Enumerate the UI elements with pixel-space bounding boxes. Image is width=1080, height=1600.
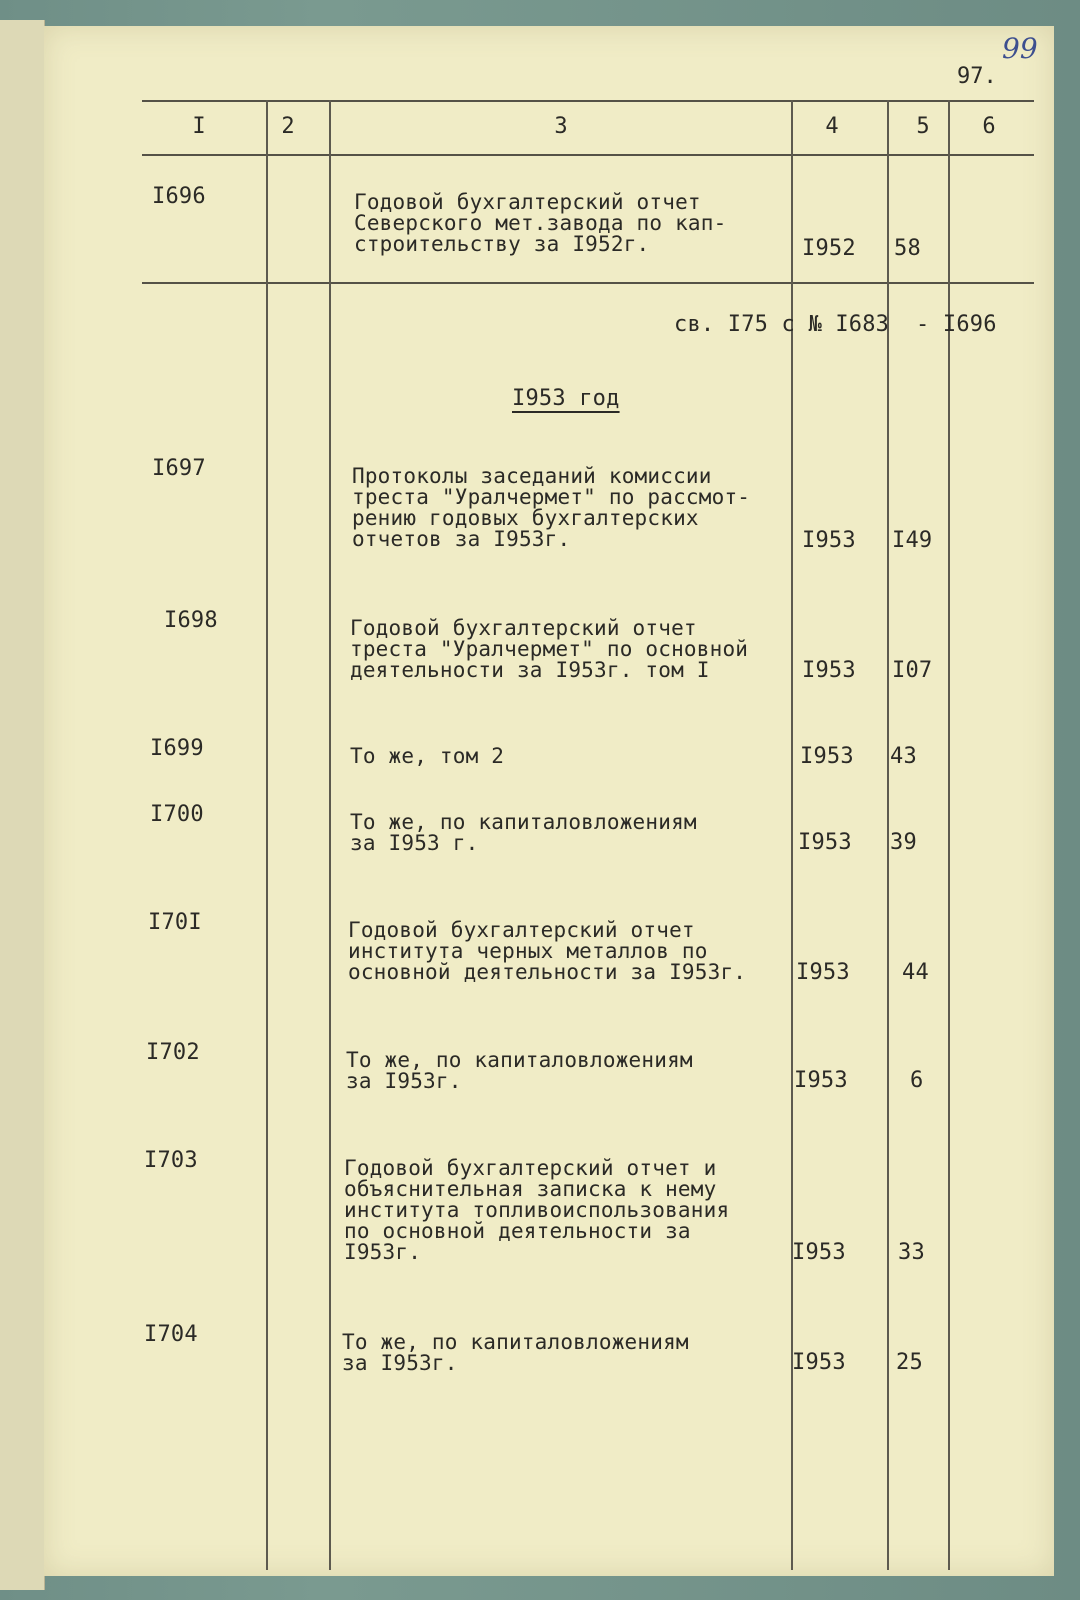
entry-number: I699 (150, 736, 204, 761)
entry-sheets: 58 (894, 236, 921, 261)
entry-sheets: 43 (890, 744, 917, 769)
column-heading-2: 2 (281, 114, 295, 139)
entry-year: I952 (802, 236, 856, 261)
column-heading-3: 3 (554, 114, 568, 139)
column-heading-1: I (192, 114, 206, 139)
entry-title-line: То же, по капиталовложениям (342, 1330, 689, 1354)
entry-sheets: 39 (890, 830, 917, 855)
entry-title-line: рению годовых бухгалтерских (352, 506, 699, 530)
entry-year: I953 (794, 1068, 848, 1093)
entry-title-line: То же, том 2 (350, 744, 505, 768)
entry-title-line: I953г. (344, 1240, 422, 1264)
entry-sheets: I07 (892, 658, 933, 683)
entry-year: I953 (792, 1350, 846, 1375)
header-rule (142, 154, 1034, 156)
entry-number: I70I (148, 910, 202, 935)
entry-title-line: объяснительная записка к нему (344, 1177, 717, 1201)
entry-title-line: Протоколы заседаний комиссии (352, 464, 712, 488)
column-heading-5: 5 (916, 114, 930, 139)
entry-title-line: института черных металлов по (348, 939, 708, 963)
column-heading-4: 4 (825, 114, 839, 139)
entry-sheets: 25 (896, 1350, 923, 1375)
entry-title-line: Годовой бухгалтерский отчет (350, 616, 697, 640)
row-divider (142, 282, 1034, 284)
entry-sheets: 44 (902, 960, 929, 985)
entry-title-line: строительству за I952г. (354, 232, 650, 256)
entry-year: I953 (800, 744, 854, 769)
entry-title-line: за I953 г. (350, 831, 479, 855)
entry-title-line: треста "Уралчермет" по рассмот- (352, 485, 751, 509)
page-number: 97. (957, 64, 997, 89)
entry-title-line: по основной деятельности за (344, 1219, 691, 1243)
entry-title-line: деятельности за I953г. том I (350, 658, 710, 682)
entry-title-line: основной деятельности за I953г. (348, 960, 747, 984)
entry-title-line: треста "Уралчермет" по основной (350, 637, 749, 661)
entry-sheets: 6 (910, 1068, 924, 1093)
box-summary: св. I75 с № I683 - I696 (674, 312, 997, 337)
entry-year: I953 (802, 528, 856, 553)
entry-title-line: института топливоиспользования (344, 1198, 730, 1222)
table-top-rule (142, 100, 1034, 102)
entry-year: I953 (798, 830, 852, 855)
entry-title-line: То же, по капиталовложениям (350, 810, 697, 834)
entry-title-line: То же, по капиталовложениям (346, 1048, 693, 1072)
archive-sheet-number: 99 (1002, 32, 1038, 65)
entry-year: I953 (802, 658, 856, 683)
entry-number: I704 (144, 1322, 198, 1347)
column-divider-2 (329, 100, 331, 1570)
entry-year: I953 (796, 960, 850, 985)
entry-title-line: Северского мет.завода по кап- (354, 211, 727, 235)
entry-title-line: отчетов за I953г. (352, 527, 571, 551)
entry-title-line: Годовой бухгалтерский отчет и (344, 1156, 717, 1180)
entry-number: I703 (144, 1148, 198, 1173)
entry-title-line: за I953г. (346, 1069, 462, 1093)
entry-number: I697 (152, 456, 206, 481)
entry-number: I700 (150, 802, 204, 827)
entry-number: I696 (152, 184, 206, 209)
entry-title-line: за I953г. (342, 1351, 458, 1375)
entry-sheets: 33 (898, 1240, 925, 1265)
entry-year: I953 (792, 1240, 846, 1265)
column-heading-6: 6 (982, 114, 996, 139)
column-divider-1 (266, 100, 268, 1570)
year-heading: I953 год (512, 386, 620, 411)
entry-title-line: Годовой бухгалтерский отчет (354, 190, 701, 214)
entry-number: I698 (164, 608, 218, 633)
previous-page-edge (0, 20, 45, 1590)
document-page (44, 26, 1054, 1576)
entry-sheets: I49 (892, 528, 933, 553)
entry-number: I702 (146, 1040, 200, 1065)
entry-title-line: Годовой бухгалтерский отчет (348, 918, 695, 942)
